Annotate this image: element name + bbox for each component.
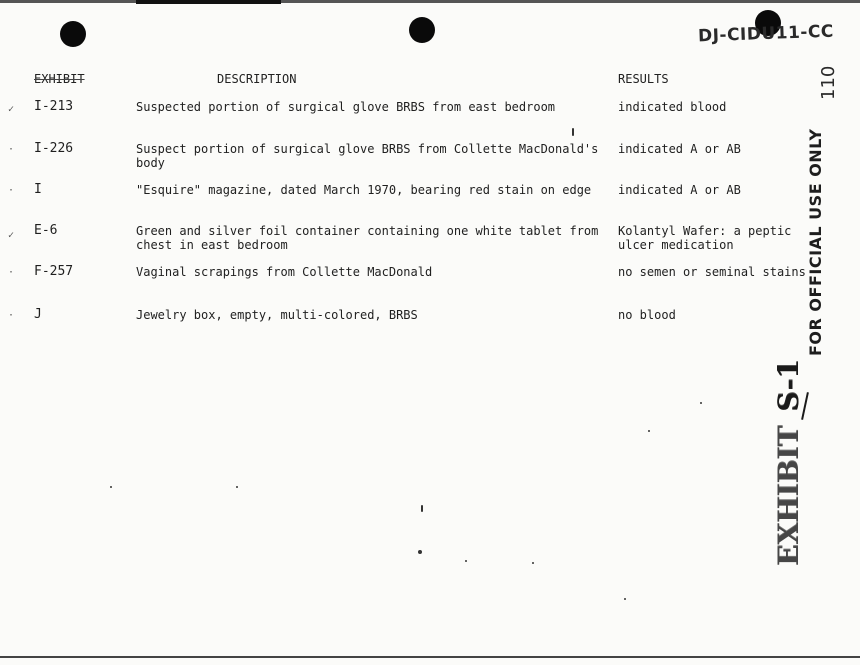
top-edge-mark: [136, 0, 281, 4]
ink-speck: [700, 402, 702, 404]
file-number-stamp: DJ-CIDU11-CC: [697, 21, 835, 47]
ink-speck: [418, 550, 422, 554]
exhibit-result: Kolantyl Wafer: a peptic ulcer medication: [618, 224, 792, 252]
ink-speck: [532, 562, 534, 564]
exhibit-description: Vaginal scrapings from Collette MacDonald: [136, 265, 433, 279]
margin-check-mark: ✓: [8, 104, 15, 115]
exhibit-description: Jewelry box, empty, multi-colored, BRBS: [136, 308, 418, 322]
exhibit-number: E-6: [34, 223, 58, 238]
exhibit-description: "Esquire" magazine, dated March 1970, bearing red stain on edge: [136, 183, 592, 197]
side-page-number: 110: [818, 65, 839, 100]
exhibit-number: I: [34, 182, 42, 197]
column-header-results: RESULTS: [618, 72, 669, 86]
margin-check-mark: ✓: [8, 230, 15, 241]
exhibit-description: Suspect portion of surgical glove BRBS from Collette MacDonald's body: [136, 142, 599, 170]
ink-speck: [624, 598, 626, 600]
official-use-stamp: FOR OFFICIAL USE ONLY: [806, 128, 825, 356]
exhibit-number: F-257: [34, 264, 74, 279]
exhibit-stamp-value: S-1: [772, 359, 805, 412]
margin-dot-mark: ·: [8, 267, 15, 278]
ink-speck: [648, 430, 650, 432]
bottom-edge-line: [0, 656, 860, 658]
exhibit-number: J: [34, 307, 42, 322]
exhibit-result: indicated blood: [618, 100, 727, 114]
exhibit-description: Green and silver foil container containing one white tablet from chest in east bedroom: [136, 224, 599, 252]
column-header-description: DESCRIPTION: [217, 72, 297, 86]
top-edge-line: [0, 0, 860, 3]
exhibit-number: I-226: [34, 141, 74, 156]
margin-dot-mark: ·: [8, 185, 15, 196]
exhibit-result: indicated A or AB: [618, 183, 741, 197]
exhibit-result: no semen or seminal stains: [618, 265, 806, 279]
margin-dot-mark: ·: [8, 310, 15, 321]
ink-speck: [236, 486, 238, 488]
punch-hole-left: [60, 21, 86, 47]
exhibit-result: indicated A or AB: [618, 142, 741, 156]
margin-dot-mark: ·: [8, 144, 15, 155]
ink-speck: [110, 486, 112, 488]
exhibit-stamp-label: EXHIBIT: [772, 425, 805, 566]
exhibit-description: Suspected portion of surgical glove BRBS from east bedroom: [136, 100, 556, 114]
ink-speck: [465, 560, 467, 562]
exhibit-result: no blood: [618, 308, 676, 322]
ink-speck: [421, 505, 423, 512]
punch-hole-center: [409, 17, 435, 43]
exhibit-stamp: [772, 359, 805, 566]
column-header-exhibit: EXHIBIT: [34, 72, 85, 86]
exhibit-number: I-213: [34, 99, 74, 114]
ink-speck: [572, 128, 574, 136]
